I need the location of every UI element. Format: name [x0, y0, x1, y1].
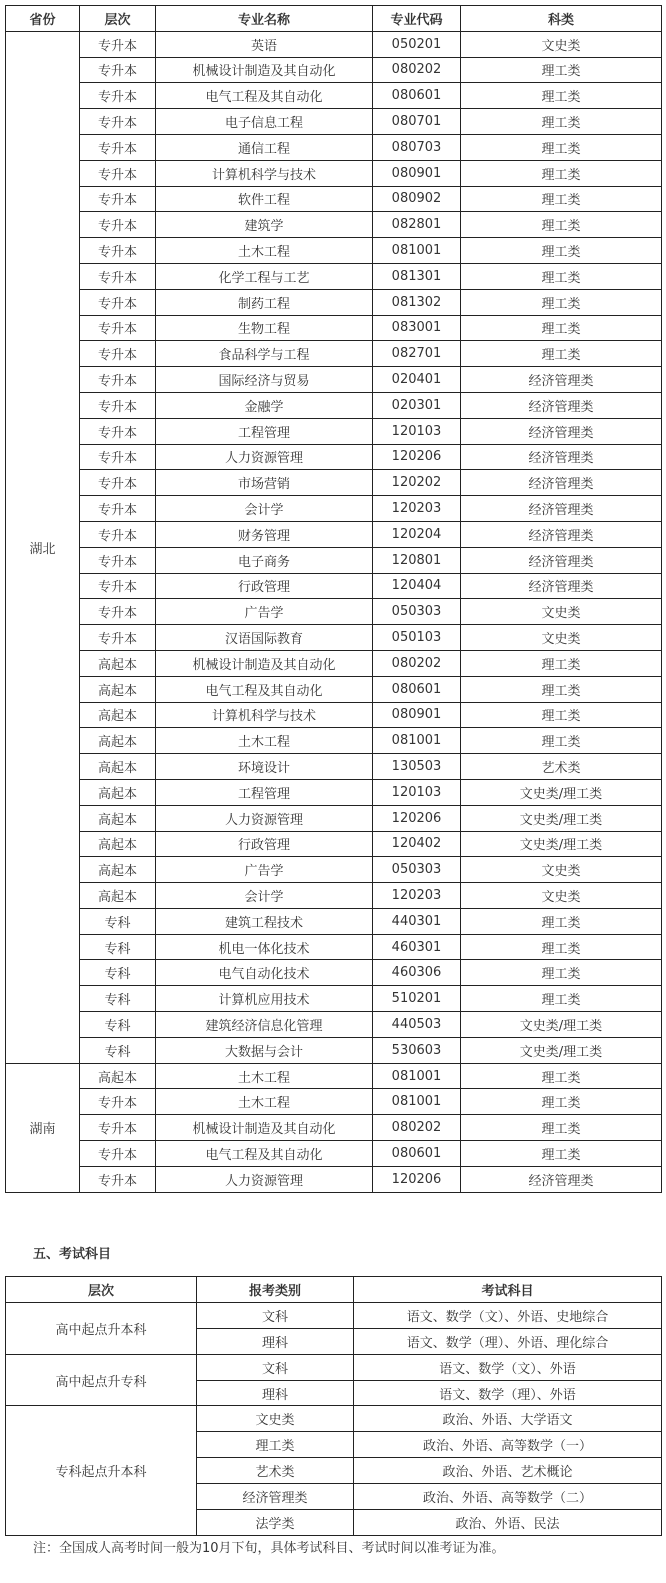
category-cell: 经济管理类 [461, 496, 662, 522]
major-name-cell: 财务管理 [156, 521, 373, 547]
category-cell: 理工类 [461, 212, 662, 238]
major-code-cell: 080202 [373, 57, 461, 83]
level-cell: 专升本 [80, 1166, 156, 1192]
major-name-cell: 广告学 [156, 599, 373, 625]
table-row [6, 392, 662, 418]
major-code-cell: 050103 [373, 625, 461, 651]
subjects-cell: 语文、数学（文）、外语、史地综合 [354, 1302, 662, 1328]
major-code-cell: 080202 [373, 650, 461, 676]
table-row [6, 934, 662, 960]
major-name-cell: 市场营销 [156, 470, 373, 496]
major-code-cell: 080601 [373, 83, 461, 109]
table-row [6, 31, 662, 57]
table-row [6, 754, 662, 780]
category-cell: 法学类 [197, 1510, 354, 1536]
level-cell: 专升本 [80, 470, 156, 496]
major-code-cell: 020301 [373, 392, 461, 418]
category-cell: 经济管理类 [461, 392, 662, 418]
level-cell: 专科 [80, 986, 156, 1012]
major-code-cell: 120203 [373, 496, 461, 522]
level-cell: 专升本 [80, 31, 156, 57]
major-name-cell: 土木工程 [156, 1063, 373, 1089]
table-row [6, 599, 662, 625]
category-cell: 理工类 [197, 1432, 354, 1458]
major-name-cell: 计算机科学与技术 [156, 702, 373, 728]
subjects-cell: 政治、外语、艺术概论 [354, 1458, 662, 1484]
table-row [6, 263, 662, 289]
major-code-cell: 081302 [373, 289, 461, 315]
category-cell: 理工类 [461, 160, 662, 186]
major-code-cell: 120204 [373, 521, 461, 547]
column-header: 层次 [6, 1277, 197, 1303]
major-code-cell: 081001 [373, 1063, 461, 1089]
major-name-cell: 电子信息工程 [156, 109, 373, 135]
level-cell: 专升本 [80, 289, 156, 315]
major-name-cell: 工程管理 [156, 779, 373, 805]
category-cell: 文史类 [197, 1406, 354, 1432]
subjects-cell: 语文、数学（理）、外语、理化综合 [354, 1328, 662, 1354]
level-cell: 高起本 [80, 676, 156, 702]
table-row [6, 1166, 662, 1192]
category-cell: 艺术类 [461, 754, 662, 780]
table-row [6, 547, 662, 573]
major-code-cell: 080601 [373, 1141, 461, 1167]
category-cell: 经济管理类 [461, 1166, 662, 1192]
major-code-cell: 120206 [373, 444, 461, 470]
category-cell: 经济管理类 [461, 521, 662, 547]
level-cell: 专升本 [80, 367, 156, 393]
category-cell: 理工类 [461, 57, 662, 83]
category-cell: 文史类/理工类 [461, 779, 662, 805]
major-name-cell: 电子商务 [156, 547, 373, 573]
major-code-cell: 081301 [373, 263, 461, 289]
major-name-cell: 会计学 [156, 496, 373, 522]
table-row [6, 83, 662, 109]
major-code-cell: 120402 [373, 831, 461, 857]
subjects-cell: 语文、数学（文）、外语 [354, 1354, 662, 1380]
major-name-cell: 电气工程及其自动化 [156, 83, 373, 109]
table-row [6, 986, 662, 1012]
category-cell: 理工类 [461, 1063, 662, 1089]
major-name-cell: 人力资源管理 [156, 444, 373, 470]
major-code-cell: 080601 [373, 676, 461, 702]
major-name-cell: 土木工程 [156, 728, 373, 754]
level-cell: 专科 [80, 908, 156, 934]
major-name-cell: 食品科学与工程 [156, 341, 373, 367]
major-name-cell: 行政管理 [156, 573, 373, 599]
table-row [6, 341, 662, 367]
major-code-cell: 530603 [373, 1037, 461, 1063]
major-code-cell: 020401 [373, 367, 461, 393]
level-cell: 专升本 [80, 573, 156, 599]
table-row [6, 960, 662, 986]
table-header-row [6, 1277, 662, 1303]
category-cell: 理工类 [461, 702, 662, 728]
subjects-cell: 政治、外语、大学语文 [354, 1406, 662, 1432]
major-name-cell: 人力资源管理 [156, 805, 373, 831]
level-cell: 高起本 [80, 650, 156, 676]
exam-note: 注：全国成人高考时间一般为10月下旬，具体考试科目、考试时间以准考证为准。 [33, 1541, 505, 1556]
category-cell: 理科 [197, 1380, 354, 1406]
majors-table [5, 5, 662, 1193]
major-name-cell: 生物工程 [156, 315, 373, 341]
level-cell: 专升本 [80, 625, 156, 651]
major-name-cell: 机电一体化技术 [156, 934, 373, 960]
major-code-cell: 083001 [373, 315, 461, 341]
major-code-cell: 080701 [373, 109, 461, 135]
table-row [6, 1406, 662, 1432]
category-cell: 理工类 [461, 908, 662, 934]
table-row [6, 1302, 662, 1328]
level-cell: 专升本 [80, 341, 156, 367]
level-cell: 高起本 [80, 831, 156, 857]
major-code-cell: 120801 [373, 547, 461, 573]
exam-subjects-table [5, 1276, 662, 1536]
category-cell: 理工类 [461, 315, 662, 341]
table-row [6, 857, 662, 883]
major-name-cell: 土木工程 [156, 1089, 373, 1115]
column-header: 层次 [80, 6, 156, 32]
major-name-cell: 国际经济与贸易 [156, 367, 373, 393]
major-name-cell: 建筑经济信息化管理 [156, 1012, 373, 1038]
province-cell: 湖北 [6, 31, 80, 1063]
subjects-cell: 政治、外语、高等数学（二） [354, 1484, 662, 1510]
category-cell: 艺术类 [197, 1458, 354, 1484]
major-code-cell: 440503 [373, 1012, 461, 1038]
category-cell: 理工类 [461, 728, 662, 754]
category-cell: 理工类 [461, 263, 662, 289]
level-cell: 高起本 [80, 805, 156, 831]
major-name-cell: 机械设计制造及其自动化 [156, 650, 373, 676]
major-name-cell: 软件工程 [156, 186, 373, 212]
column-header: 考试科目 [354, 1277, 662, 1303]
table-row [6, 521, 662, 547]
category-cell: 文史类 [461, 599, 662, 625]
table-row [6, 1089, 662, 1115]
column-header: 报考类别 [197, 1277, 354, 1303]
major-code-cell: 440301 [373, 908, 461, 934]
column-header: 专业代码 [373, 6, 461, 32]
category-cell: 经济管理类 [461, 418, 662, 444]
category-cell: 经济管理类 [197, 1484, 354, 1510]
major-code-cell: 510201 [373, 986, 461, 1012]
level-cell: 高中起点升专科 [6, 1354, 197, 1406]
major-name-cell: 工程管理 [156, 418, 373, 444]
level-cell: 高起本 [80, 702, 156, 728]
category-cell: 文科 [197, 1354, 354, 1380]
major-code-cell: 081001 [373, 728, 461, 754]
major-name-cell: 行政管理 [156, 831, 373, 857]
table-header-row [6, 6, 662, 32]
category-cell: 理工类 [461, 134, 662, 160]
major-name-cell: 大数据与会计 [156, 1037, 373, 1063]
category-cell: 理工类 [461, 109, 662, 135]
level-cell: 专科 [80, 960, 156, 986]
category-cell: 理工类 [461, 650, 662, 676]
category-cell: 理工类 [461, 1141, 662, 1167]
table-row [6, 779, 662, 805]
table-row [6, 1037, 662, 1063]
table-row [6, 573, 662, 599]
table-row [6, 496, 662, 522]
category-cell: 文史类 [461, 625, 662, 651]
table-row [6, 702, 662, 728]
major-code-cell: 120202 [373, 470, 461, 496]
major-code-cell: 080901 [373, 702, 461, 728]
major-name-cell: 会计学 [156, 883, 373, 909]
major-code-cell: 120404 [373, 573, 461, 599]
level-cell: 专升本 [80, 392, 156, 418]
level-cell: 高起本 [80, 728, 156, 754]
major-name-cell: 建筑学 [156, 212, 373, 238]
level-cell: 专升本 [80, 521, 156, 547]
category-cell: 文史类 [461, 883, 662, 909]
table-row [6, 367, 662, 393]
major-code-cell: 082801 [373, 212, 461, 238]
subjects-cell: 语文、数学（理）、外语 [354, 1380, 662, 1406]
major-name-cell: 土木工程 [156, 238, 373, 264]
major-code-cell: 460301 [373, 934, 461, 960]
level-cell: 高中起点升本科 [6, 1302, 197, 1354]
level-cell: 专科 [80, 934, 156, 960]
table-row [6, 315, 662, 341]
major-code-cell: 080703 [373, 134, 461, 160]
table-row [6, 1115, 662, 1141]
level-cell: 专升本 [80, 238, 156, 264]
table-row [6, 831, 662, 857]
major-code-cell: 050303 [373, 599, 461, 625]
major-name-cell: 金融学 [156, 392, 373, 418]
table-row [6, 805, 662, 831]
major-code-cell: 120206 [373, 805, 461, 831]
major-code-cell: 080202 [373, 1115, 461, 1141]
category-cell: 文史类 [461, 857, 662, 883]
category-cell: 经济管理类 [461, 444, 662, 470]
level-cell: 专科 [80, 1012, 156, 1038]
table-row [6, 57, 662, 83]
major-name-cell: 环境设计 [156, 754, 373, 780]
level-cell: 专升本 [80, 547, 156, 573]
table-row [6, 470, 662, 496]
province-cell: 湖南 [6, 1063, 80, 1192]
level-cell: 专升本 [80, 83, 156, 109]
major-name-cell: 机械设计制造及其自动化 [156, 57, 373, 83]
major-code-cell: 080901 [373, 160, 461, 186]
major-code-cell: 080902 [373, 186, 461, 212]
level-cell: 专升本 [80, 496, 156, 522]
table-row [6, 883, 662, 909]
level-cell: 专升本 [80, 599, 156, 625]
level-cell: 专升本 [80, 1089, 156, 1115]
level-cell: 专升本 [80, 134, 156, 160]
category-cell: 理工类 [461, 676, 662, 702]
major-name-cell: 计算机科学与技术 [156, 160, 373, 186]
table-row [6, 444, 662, 470]
level-cell: 专升本 [80, 109, 156, 135]
category-cell: 理工类 [461, 1089, 662, 1115]
category-cell: 经济管理类 [461, 547, 662, 573]
table-row [6, 134, 662, 160]
major-code-cell: 050201 [373, 31, 461, 57]
category-cell: 理工类 [461, 238, 662, 264]
category-cell: 文史类/理工类 [461, 831, 662, 857]
table-row [6, 1354, 662, 1380]
major-name-cell: 电气工程及其自动化 [156, 1141, 373, 1167]
subjects-cell: 政治、外语、民法 [354, 1510, 662, 1536]
level-cell: 高起本 [80, 857, 156, 883]
column-header: 专业名称 [156, 6, 373, 32]
level-cell: 专升本 [80, 160, 156, 186]
major-name-cell: 化学工程与工艺 [156, 263, 373, 289]
major-code-cell: 082701 [373, 341, 461, 367]
category-cell: 理工类 [461, 186, 662, 212]
category-cell: 经济管理类 [461, 367, 662, 393]
table-row [6, 650, 662, 676]
table-row [6, 238, 662, 264]
category-cell: 理工类 [461, 986, 662, 1012]
table-row [6, 1012, 662, 1038]
category-cell: 经济管理类 [461, 573, 662, 599]
major-name-cell: 建筑工程技术 [156, 908, 373, 934]
category-cell: 理科 [197, 1328, 354, 1354]
major-code-cell: 050303 [373, 857, 461, 883]
major-code-cell: 120103 [373, 779, 461, 805]
category-cell: 理工类 [461, 960, 662, 986]
category-cell: 文史类/理工类 [461, 1012, 662, 1038]
category-cell: 理工类 [461, 83, 662, 109]
section-title: 五、考试科目 [33, 1247, 112, 1262]
major-code-cell: 120203 [373, 883, 461, 909]
category-cell: 文史类 [461, 31, 662, 57]
major-name-cell: 人力资源管理 [156, 1166, 373, 1192]
category-cell: 文科 [197, 1302, 354, 1328]
level-cell: 专科起点升本科 [6, 1406, 197, 1535]
level-cell: 专升本 [80, 418, 156, 444]
table-row [6, 289, 662, 315]
major-name-cell: 通信工程 [156, 134, 373, 160]
subjects-cell: 政治、外语、高等数学（一） [354, 1432, 662, 1458]
table-row [6, 676, 662, 702]
level-cell: 高起本 [80, 754, 156, 780]
category-cell: 经济管理类 [461, 470, 662, 496]
level-cell: 高起本 [80, 1063, 156, 1089]
column-header: 科类 [461, 6, 662, 32]
level-cell: 专升本 [80, 186, 156, 212]
major-code-cell: 120103 [373, 418, 461, 444]
table-row [6, 728, 662, 754]
level-cell: 专科 [80, 1037, 156, 1063]
major-name-cell: 汉语国际教育 [156, 625, 373, 651]
level-cell: 专升本 [80, 444, 156, 470]
major-code-cell: 081001 [373, 1089, 461, 1115]
major-name-cell: 电气工程及其自动化 [156, 676, 373, 702]
major-code-cell: 120206 [373, 1166, 461, 1192]
table-row [6, 212, 662, 238]
level-cell: 专升本 [80, 57, 156, 83]
level-cell: 专升本 [80, 263, 156, 289]
table-row [6, 160, 662, 186]
category-cell: 理工类 [461, 934, 662, 960]
table-row [6, 186, 662, 212]
level-cell: 专升本 [80, 1141, 156, 1167]
category-cell: 理工类 [461, 341, 662, 367]
category-cell: 理工类 [461, 1115, 662, 1141]
table-row [6, 418, 662, 444]
level-cell: 专升本 [80, 315, 156, 341]
table-row [6, 908, 662, 934]
table-row [6, 1063, 662, 1089]
major-name-cell: 英语 [156, 31, 373, 57]
major-code-cell: 460306 [373, 960, 461, 986]
level-cell: 高起本 [80, 883, 156, 909]
level-cell: 高起本 [80, 779, 156, 805]
major-code-cell: 081001 [373, 238, 461, 264]
level-cell: 专升本 [80, 212, 156, 238]
table-row [6, 1141, 662, 1167]
major-name-cell: 广告学 [156, 857, 373, 883]
category-cell: 文史类/理工类 [461, 805, 662, 831]
major-name-cell: 制药工程 [156, 289, 373, 315]
major-name-cell: 机械设计制造及其自动化 [156, 1115, 373, 1141]
level-cell: 专升本 [80, 1115, 156, 1141]
table-row [6, 109, 662, 135]
major-code-cell: 130503 [373, 754, 461, 780]
major-name-cell: 电气自动化技术 [156, 960, 373, 986]
category-cell: 文史类/理工类 [461, 1037, 662, 1063]
major-name-cell: 计算机应用技术 [156, 986, 373, 1012]
column-header: 省份 [6, 6, 80, 32]
category-cell: 理工类 [461, 289, 662, 315]
table-row [6, 625, 662, 651]
